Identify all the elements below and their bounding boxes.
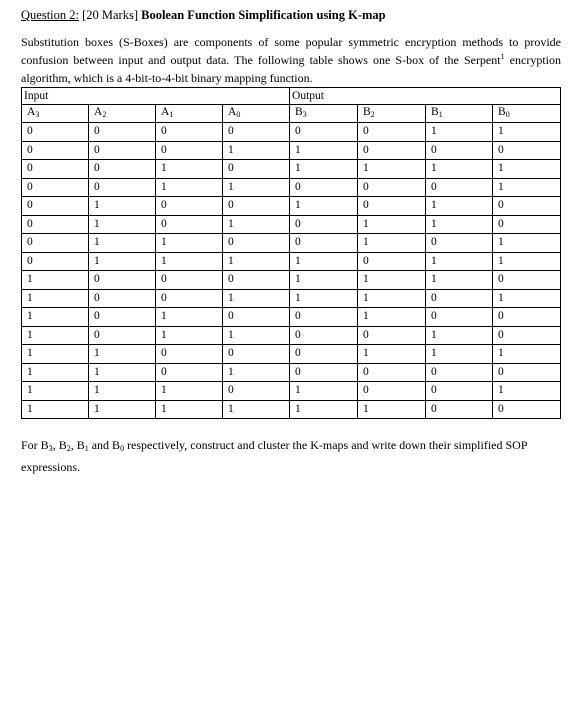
column-letter: B: [498, 106, 506, 118]
intro-text-continued: encryption algorithm, which is a 4-bit-to-4-bit binary mapping function.: [21, 53, 561, 85]
table-cell: 0: [290, 363, 358, 382]
table-cell: 1: [223, 252, 290, 271]
table-cell: 1: [493, 234, 561, 253]
table-cell: 1: [22, 363, 89, 382]
table-cell: 1: [223, 178, 290, 197]
table-cell: 0: [156, 215, 223, 234]
table-cell: 1: [426, 271, 493, 290]
table-cell: 0: [426, 178, 493, 197]
table-cell: 1: [426, 160, 493, 179]
table-cell: 0: [358, 363, 426, 382]
table-row: [22, 178, 561, 197]
subscript: 2: [66, 444, 71, 453]
table-row: [22, 123, 561, 142]
subscript: 3: [48, 444, 53, 453]
table-cell: 0: [156, 345, 223, 364]
column-header: [493, 105, 561, 123]
instruction-paragraph: [21, 436, 561, 477]
table-cell: 0: [89, 308, 156, 327]
table-cell: 1: [426, 345, 493, 364]
table-row: [22, 271, 561, 290]
table-cell: 0: [89, 178, 156, 197]
table-cell: 0: [290, 178, 358, 197]
table-cell: 0: [223, 271, 290, 290]
question-title: Boolean Function Simplification using K-map: [141, 8, 386, 22]
table-row: [22, 160, 561, 179]
instruction-text: , B: [52, 438, 67, 452]
table-cell: 1: [493, 345, 561, 364]
table-cell: 0: [89, 141, 156, 160]
column-header: [22, 105, 89, 123]
table-cell: 1: [156, 400, 223, 419]
column-subscript: 2: [370, 110, 375, 119]
table-cell: 0: [358, 197, 426, 216]
table-cell: 1: [426, 215, 493, 234]
column-subscript: 3: [35, 110, 40, 119]
table-row: [22, 234, 561, 253]
column-letter: B: [431, 106, 439, 118]
table-cell: 0: [493, 215, 561, 234]
table-cell: 0: [22, 160, 89, 179]
table-cell: 1: [223, 400, 290, 419]
table-cell: 0: [156, 363, 223, 382]
table-cell: 0: [426, 363, 493, 382]
instruction-text: respectively, construct and cluster the K-maps and write down their simplified SOP expressions.: [21, 438, 528, 474]
table-cell: 1: [89, 234, 156, 253]
table-cell: 0: [426, 234, 493, 253]
table-cell: 0: [290, 326, 358, 345]
table-cell: 1: [223, 363, 290, 382]
table-cell: 1: [22, 271, 89, 290]
column-subscript: 1: [438, 110, 443, 119]
table-cell: 1: [22, 326, 89, 345]
table-row: [22, 252, 561, 271]
column-subscript: 1: [169, 110, 174, 119]
table-cell: 1: [358, 215, 426, 234]
table-cell: 0: [89, 289, 156, 308]
table-cell: 1: [22, 400, 89, 419]
table-cell: 1: [223, 289, 290, 308]
table-cell: 0: [223, 197, 290, 216]
subscript: 1: [84, 444, 89, 453]
table-cell: 1: [358, 160, 426, 179]
table-cell: 0: [156, 123, 223, 142]
table-cell: 1: [156, 308, 223, 327]
table-cell: 1: [358, 234, 426, 253]
table-cell: 0: [89, 271, 156, 290]
table-cell: 1: [89, 400, 156, 419]
table-cell: 0: [290, 215, 358, 234]
table-cell: 0: [223, 160, 290, 179]
table-cell: 1: [358, 400, 426, 419]
input-group-header: Input: [22, 88, 290, 105]
table-cell: 1: [426, 252, 493, 271]
table-cell: 1: [22, 345, 89, 364]
table-cell: 1: [493, 123, 561, 142]
table-cell: 0: [493, 197, 561, 216]
column-header: [89, 105, 156, 123]
column-header: [358, 105, 426, 123]
table-cell: 0: [89, 326, 156, 345]
table-cell: 1: [156, 178, 223, 197]
table-cell: 0: [22, 178, 89, 197]
table-cell: 0: [22, 141, 89, 160]
table-cell: 1: [89, 197, 156, 216]
column-subscript: 2: [102, 110, 107, 119]
column-letter: B: [295, 106, 303, 118]
table-cell: 1: [358, 308, 426, 327]
table-cell: 1: [22, 382, 89, 401]
table-cell: 1: [426, 197, 493, 216]
table-cell: 1: [89, 215, 156, 234]
table-row: [22, 215, 561, 234]
table-cell: 0: [426, 382, 493, 401]
table-cell: 1: [358, 345, 426, 364]
instruction-text: and B: [88, 438, 121, 452]
question-number: Question 2:: [21, 8, 79, 22]
column-letter: A: [228, 106, 237, 118]
table-cell: 1: [223, 215, 290, 234]
table-cell: 1: [89, 345, 156, 364]
table-cell: 0: [358, 141, 426, 160]
table-cell: 1: [358, 271, 426, 290]
table-cell: 0: [426, 289, 493, 308]
table-cell: 0: [223, 345, 290, 364]
table-cell: 1: [290, 252, 358, 271]
table-cell: 1: [89, 382, 156, 401]
table-cell: 0: [290, 345, 358, 364]
column-letter: A: [27, 106, 36, 118]
instruction-text: , B: [70, 438, 85, 452]
column-header: [223, 105, 290, 123]
column-letter: A: [161, 106, 170, 118]
table-cell: 0: [493, 271, 561, 290]
table-row: [22, 382, 561, 401]
table-cell: 0: [358, 382, 426, 401]
output-group-header: Output: [290, 88, 561, 105]
table-cell: 0: [223, 234, 290, 253]
table-row: [22, 197, 561, 216]
table-cell: 1: [290, 382, 358, 401]
intro-paragraph: [21, 33, 561, 87]
table-cell: 1: [493, 289, 561, 308]
table-cell: 0: [493, 308, 561, 327]
instruction-text: For B: [21, 438, 49, 452]
table-cell: 1: [156, 326, 223, 345]
column-header: [290, 105, 358, 123]
column-subscript: 0: [505, 110, 510, 119]
table-cell: 1: [223, 141, 290, 160]
column-header: [426, 105, 493, 123]
sbox-table: [21, 87, 561, 419]
table-cell: 1: [426, 123, 493, 142]
table-cell: 0: [290, 234, 358, 253]
table-cell: 0: [22, 234, 89, 253]
table-cell: 0: [426, 141, 493, 160]
table-cell: 1: [156, 160, 223, 179]
table-cell: 1: [426, 326, 493, 345]
table-cell: 0: [156, 197, 223, 216]
table-cell: 0: [223, 123, 290, 142]
table-cell: 1: [290, 289, 358, 308]
table-row: [22, 363, 561, 382]
table-cell: 0: [22, 123, 89, 142]
table-cell: 1: [156, 252, 223, 271]
table-cell: 0: [358, 178, 426, 197]
column-letter: A: [94, 106, 103, 118]
table-cell: 0: [358, 252, 426, 271]
table-cell: 1: [89, 363, 156, 382]
table-cell: 1: [22, 308, 89, 327]
table-cell: 1: [156, 234, 223, 253]
table-cell: 0: [223, 308, 290, 327]
table-cell: 1: [290, 197, 358, 216]
table-cell: 0: [426, 308, 493, 327]
table-row: [22, 289, 561, 308]
table-cell: 0: [493, 400, 561, 419]
table-row: [22, 400, 561, 419]
table-cell: 0: [22, 215, 89, 234]
table-cell: 0: [223, 382, 290, 401]
table-cell: 1: [493, 382, 561, 401]
table-cell: 1: [493, 160, 561, 179]
table-cell: 1: [290, 141, 358, 160]
column-letter: B: [363, 106, 371, 118]
intro-text: Substitution boxes (S-Boxes) are components of some popular symmetric encryption methods to provide confusion between input and output data. The following table shows one S-box of the Serpent: [21, 35, 561, 67]
table-cell: 1: [156, 382, 223, 401]
table-cell: 1: [22, 289, 89, 308]
footnote-marker: 1: [500, 52, 505, 61]
table-cell: 1: [290, 271, 358, 290]
table-cell: 0: [89, 160, 156, 179]
table-cell: 1: [89, 252, 156, 271]
table-row: [22, 308, 561, 327]
table-cell: 1: [358, 289, 426, 308]
table-cell: 0: [493, 141, 561, 160]
table-cell: 0: [290, 123, 358, 142]
table-cell: 0: [358, 123, 426, 142]
table-cell: 1: [493, 252, 561, 271]
column-subscript: 3: [302, 110, 307, 119]
table-cell: 0: [426, 400, 493, 419]
table-cell: 0: [89, 123, 156, 142]
subscript: 0: [120, 444, 125, 453]
table-cell: 0: [493, 363, 561, 382]
table-cell: 0: [156, 271, 223, 290]
table-cell: 0: [22, 252, 89, 271]
table-cell: 1: [290, 400, 358, 419]
table-cell: 0: [290, 308, 358, 327]
table-cell: 0: [22, 197, 89, 216]
question-marks: [20 Marks]: [82, 8, 138, 22]
table-row: [22, 326, 561, 345]
table-row: [22, 345, 561, 364]
table-cell: 1: [223, 326, 290, 345]
table-cell: 1: [290, 160, 358, 179]
table-cell: 0: [493, 326, 561, 345]
group-header-row: [22, 88, 561, 105]
table-cell: 0: [156, 141, 223, 160]
table-row: [22, 141, 561, 160]
column-subscript: 0: [236, 110, 241, 119]
column-header-row: [22, 105, 561, 123]
table-cell: 1: [493, 178, 561, 197]
question-heading: [21, 7, 386, 23]
table-cell: 0: [156, 289, 223, 308]
table-cell: 0: [358, 326, 426, 345]
column-header: [156, 105, 223, 123]
